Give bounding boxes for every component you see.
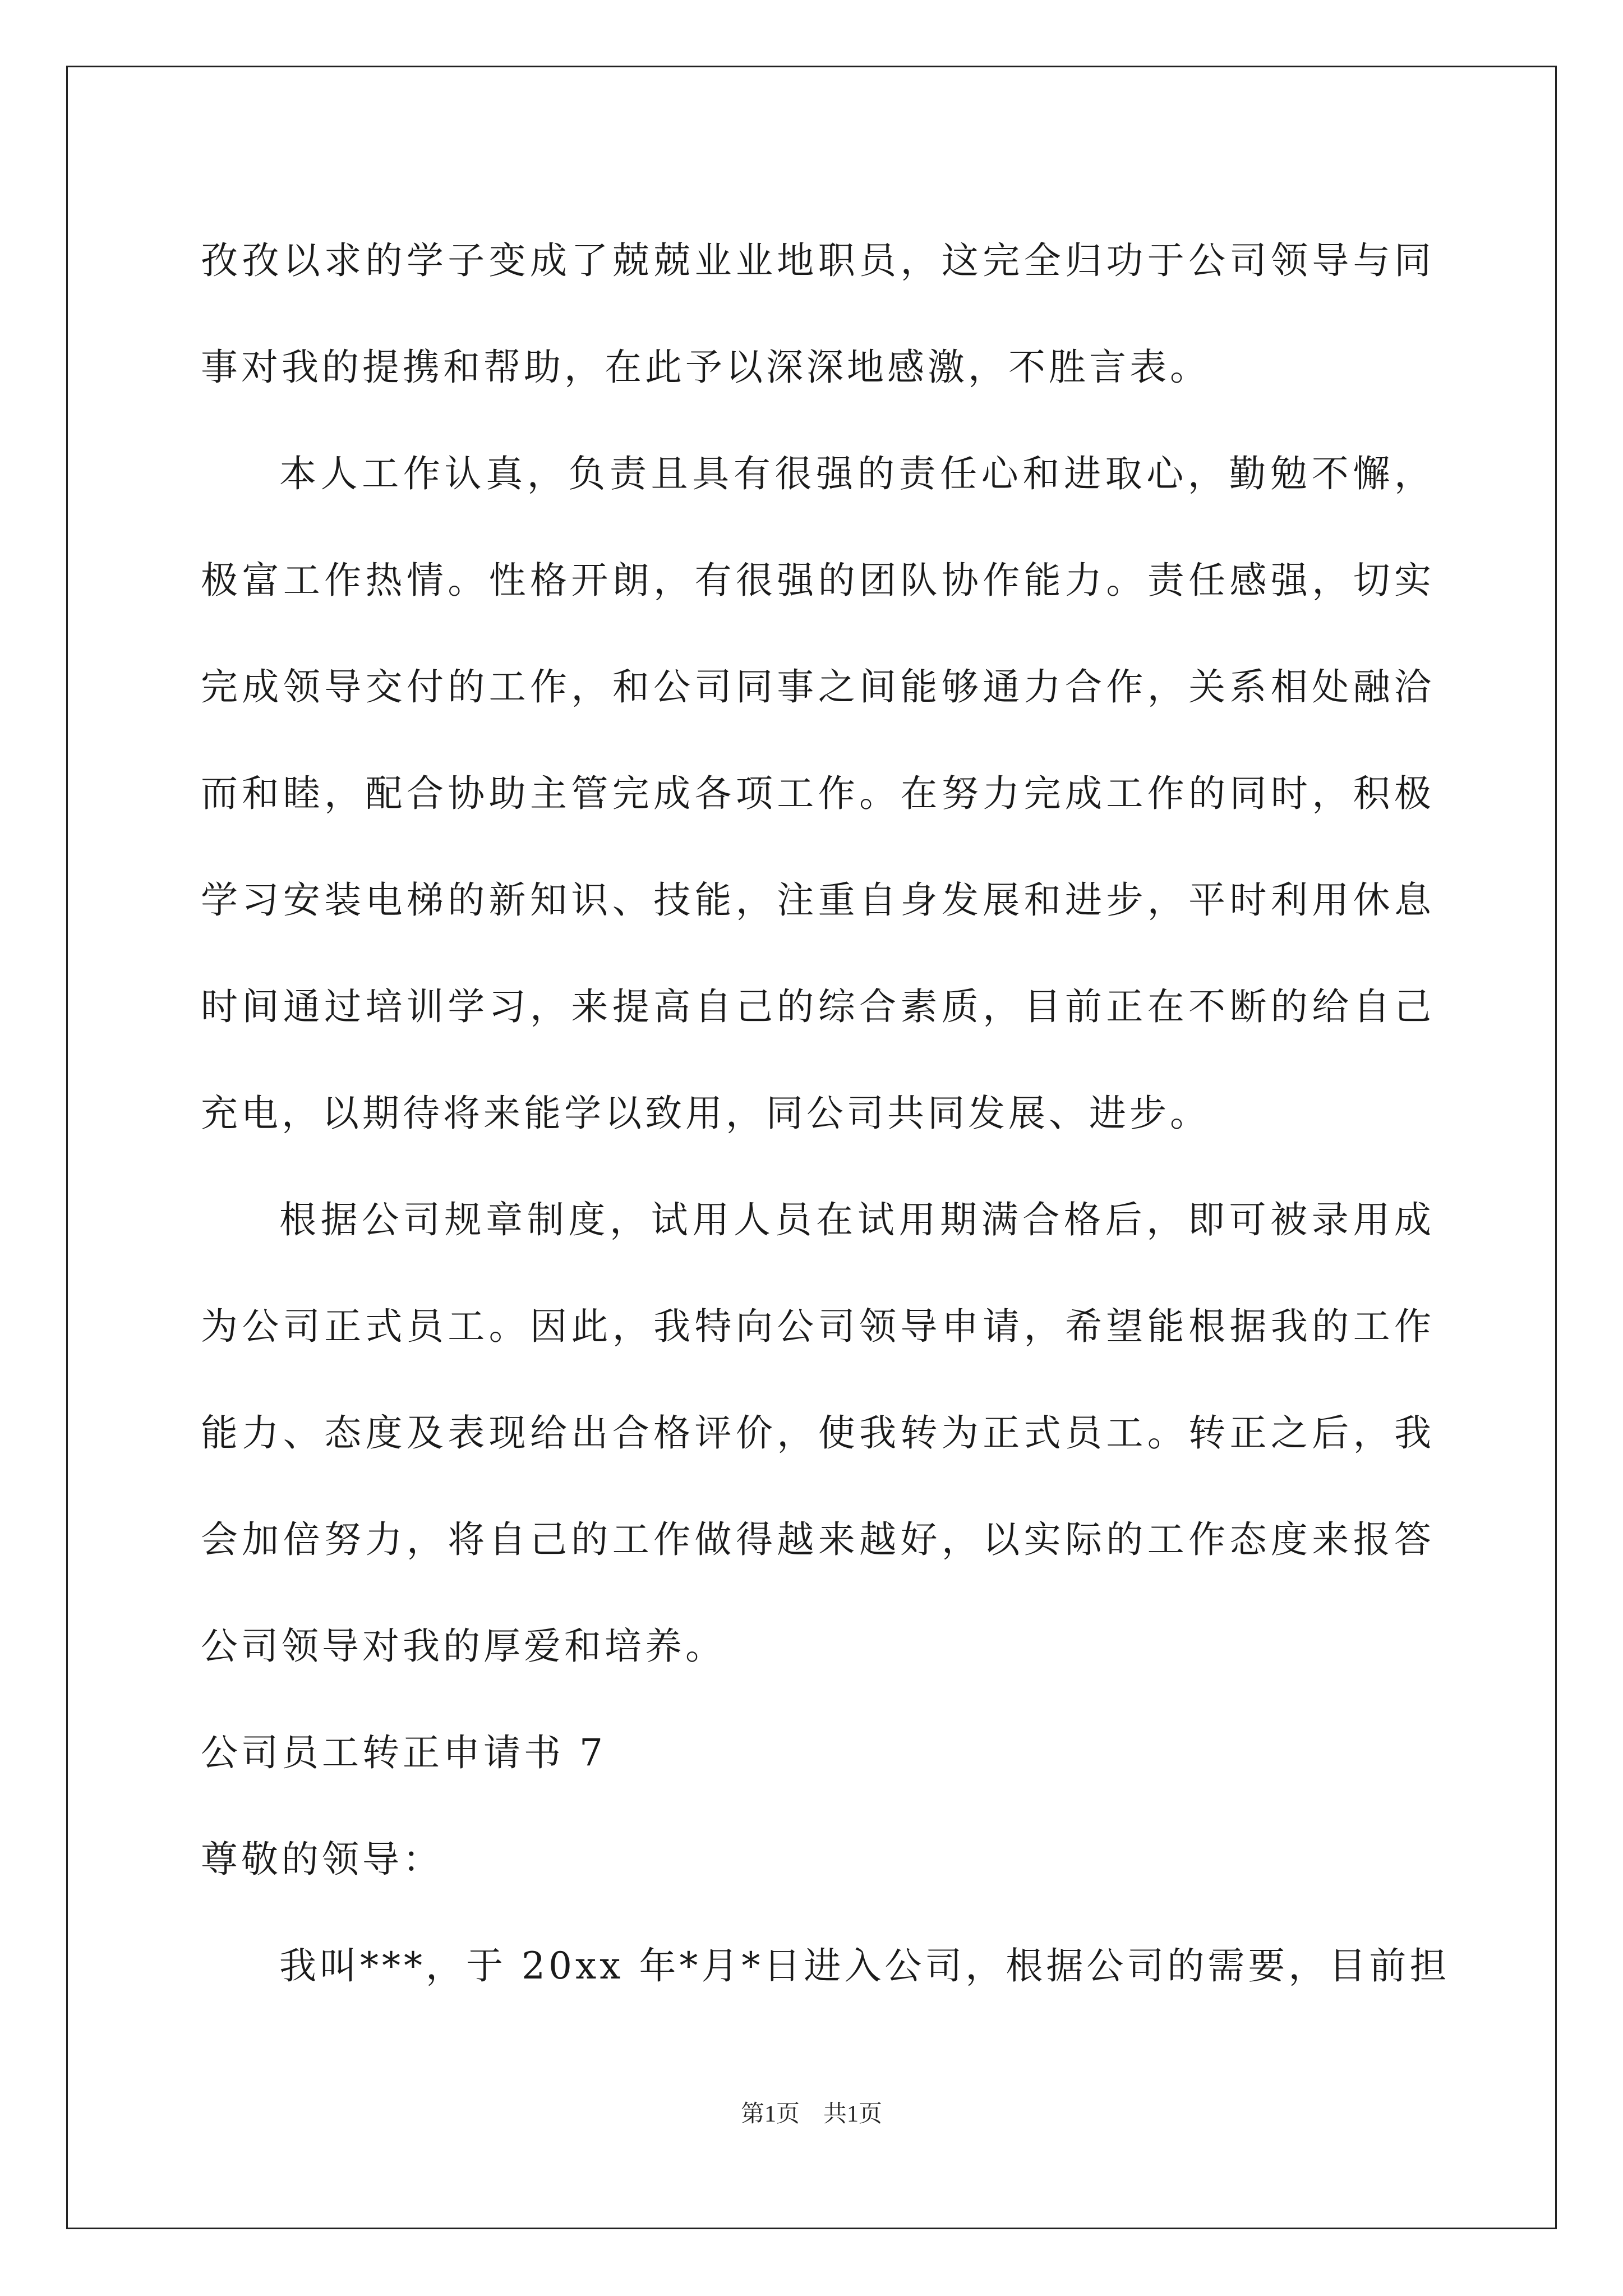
text-line: 我叫***，于 20xx 年*月*日进入公司，根据公司的需要，目前担 xyxy=(279,1944,1450,1987)
page-number-footer: 第1页 共1页 xyxy=(740,2101,882,2127)
text-line: 而和睦，配合协助主管完成各项工作。在努力完成工作的同时，积极 xyxy=(201,772,1435,815)
text-line: 孜孜以求的学子变成了兢兢业业地职员，这完全归功于公司领导与同 xyxy=(201,239,1435,282)
text-line: 充电，以期待将来能学以致用，同公司共同发展、进步。 xyxy=(201,1092,1210,1135)
text-line: 会加倍努力，将自己的工作做得越来越好，以实际的工作态度来报答 xyxy=(201,1518,1435,1561)
document-body xyxy=(201,208,1450,2019)
text-line: 公司领导对我的厚爱和培养。 xyxy=(201,1625,726,1668)
text-line: 事对我的提携和帮助，在此予以深深地感激，不胜言表。 xyxy=(201,346,1210,389)
text-line: 本人工作认真，负责且具有很强的责任心和进取心，勤勉不懈， xyxy=(279,452,1435,495)
salutation: 尊敬的领导： xyxy=(201,1838,443,1881)
section-heading: 公司员工转正申请书 7 xyxy=(201,1731,606,1774)
text-line: 为公司正式员工。因此，我特向公司领导申请，希望能根据我的工作 xyxy=(201,1305,1435,1348)
text-line: 极富工作热情。性格开朗，有很强的团队协作能力。责任感强，切实 xyxy=(201,559,1435,602)
text-line: 完成领导交付的工作，和公司同事之间能够通力合作，关系相处融洽 xyxy=(201,665,1435,708)
text-line: 学习安装电梯的新知识、技能，注重自身发展和进步，平时利用休息 xyxy=(201,878,1435,922)
text-line: 根据公司规章制度，试用人员在试用期满合格后，即可被录用成 xyxy=(279,1198,1435,1241)
text-line: 时间通过培训学习，来提高自己的综合素质，目前正在不断的给自己 xyxy=(201,985,1435,1028)
text-line: 能力、态度及表现给出合格评价，使我转为正式员工。转正之后，我 xyxy=(201,1411,1435,1455)
